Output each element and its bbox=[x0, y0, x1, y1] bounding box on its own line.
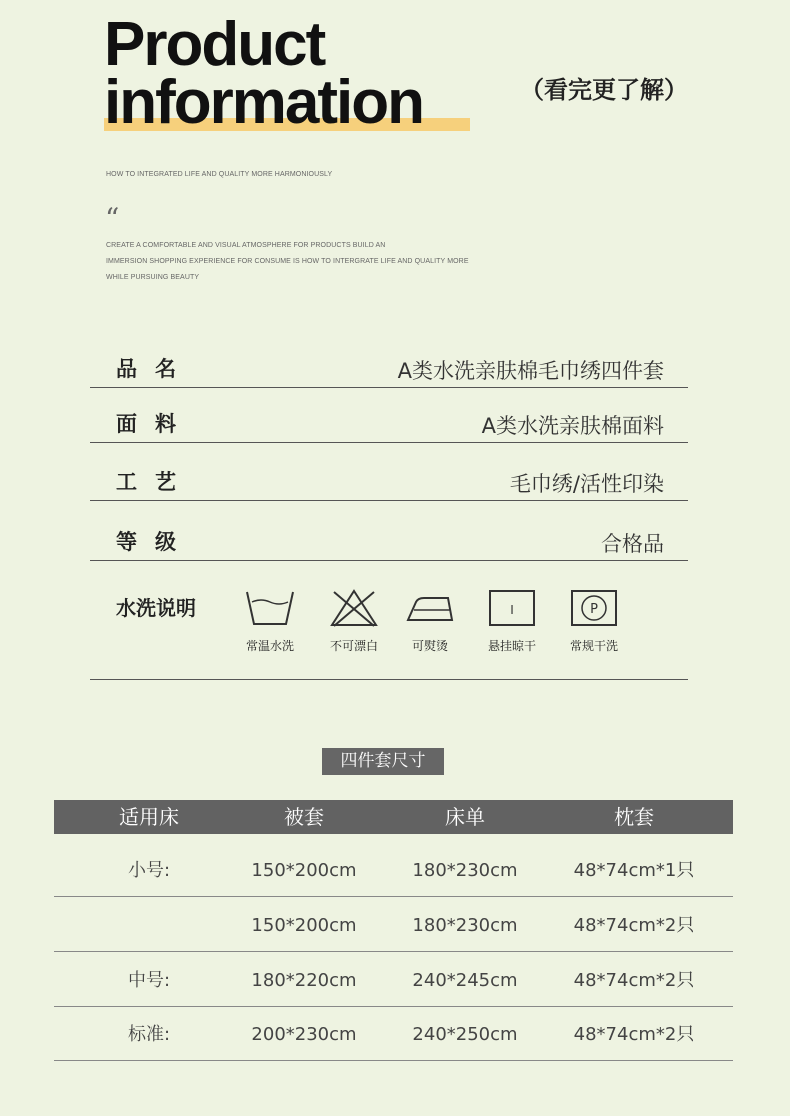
table-header-sheet: 床单 bbox=[445, 805, 485, 829]
info-value: A类水洗亲肤棉面料 bbox=[481, 414, 664, 438]
hang-dry-symbol: I bbox=[510, 603, 514, 617]
table-row bbox=[54, 842, 733, 897]
wash-item-hang-dry bbox=[472, 588, 552, 654]
info-row-craft bbox=[90, 462, 688, 501]
dry-clean-icon bbox=[568, 588, 620, 628]
wash-section-divider bbox=[90, 679, 688, 680]
description-line-2: IMMERSION SHOPPING EXPERIENCE FOR CONSUME IS HOW TO INTERGRATE LIFE AND QUALITY MORE bbox=[106, 258, 469, 265]
wash-label: 常规干洗 bbox=[569, 639, 618, 653]
table-cell: 150*200cm bbox=[251, 860, 357, 881]
wash-item-no-bleach bbox=[314, 588, 394, 654]
table-cell: 180*230cm bbox=[412, 860, 518, 881]
tagline: HOW TO INTEGRATED LIFE AND QUALITY MORE HARMONIOUSLY bbox=[106, 171, 333, 178]
table-cell bbox=[54, 897, 244, 951]
wash-label: 常温水洗 bbox=[245, 639, 294, 653]
table-row bbox=[54, 1006, 733, 1061]
quote-mark-icon: “ bbox=[105, 202, 120, 235]
table-header-pillowcase: 枕套 bbox=[614, 805, 654, 829]
page-title-line1: Product bbox=[104, 10, 325, 79]
page-title-line2: information bbox=[104, 68, 423, 137]
table-cell: 240*250cm bbox=[412, 1024, 518, 1045]
info-value: A类水洗亲肤棉毛巾绣四件套 bbox=[397, 359, 664, 383]
wash-label: 不可漂白 bbox=[329, 639, 378, 653]
table-cell: 150*200cm bbox=[251, 915, 357, 936]
table-cell: 48*74cm*2只 bbox=[573, 970, 695, 991]
page-subtitle: （看完更了解） bbox=[520, 76, 688, 104]
size-table-header bbox=[54, 800, 733, 834]
table-cell: 小号: bbox=[127, 860, 171, 881]
wash-item-iron bbox=[390, 588, 470, 654]
table-cell: 48*74cm*2只 bbox=[573, 1024, 695, 1045]
info-label: 面料 bbox=[116, 412, 194, 436]
wash-instructions-title: 水洗说明 bbox=[116, 596, 196, 620]
description-line-1: CREATE A COMFORTABLE AND VISUAL ATMOSPHERE FOR PRODUCTS BUILD AN bbox=[106, 242, 386, 249]
wash-label: 可熨烫 bbox=[411, 639, 448, 653]
table-row bbox=[54, 897, 733, 952]
info-label: 等级 bbox=[116, 530, 194, 554]
no-bleach-icon bbox=[328, 588, 380, 628]
info-value: 毛巾绣/活性印染 bbox=[509, 472, 664, 496]
dry-clean-symbol: P bbox=[590, 602, 598, 617]
info-row-grade bbox=[90, 522, 688, 561]
info-row-fabric bbox=[90, 404, 688, 443]
description-line-3: WHILE PURSUING BEAUTY bbox=[106, 274, 200, 281]
info-value: 合格品 bbox=[601, 532, 664, 556]
info-label: 品名 bbox=[116, 357, 194, 381]
table-cell: 180*230cm bbox=[412, 915, 518, 936]
table-cell: 240*245cm bbox=[412, 970, 518, 991]
table-cell: 48*74cm*2只 bbox=[573, 915, 695, 936]
info-row-name bbox=[90, 349, 688, 388]
wash-basin-icon bbox=[244, 588, 296, 628]
hang-dry-icon bbox=[486, 588, 538, 628]
table-header-duvet: 被套 bbox=[284, 805, 324, 829]
table-cell: 200*230cm bbox=[251, 1024, 357, 1045]
info-label: 工艺 bbox=[116, 470, 194, 494]
wash-label: 悬挂晾干 bbox=[487, 639, 536, 653]
wash-item-normal bbox=[230, 588, 310, 654]
table-row bbox=[54, 952, 733, 1007]
table-cell: 180*220cm bbox=[251, 970, 357, 991]
size-section-title: 四件套尺寸 bbox=[322, 748, 444, 775]
table-cell: 48*74cm*1只 bbox=[573, 860, 695, 881]
wash-item-dry-clean bbox=[554, 588, 634, 654]
table-header-bed: 适用床 bbox=[119, 805, 179, 829]
table-cell: 中号: bbox=[127, 970, 171, 991]
iron-icon bbox=[404, 588, 456, 628]
table-cell: 标准: bbox=[127, 1024, 171, 1045]
